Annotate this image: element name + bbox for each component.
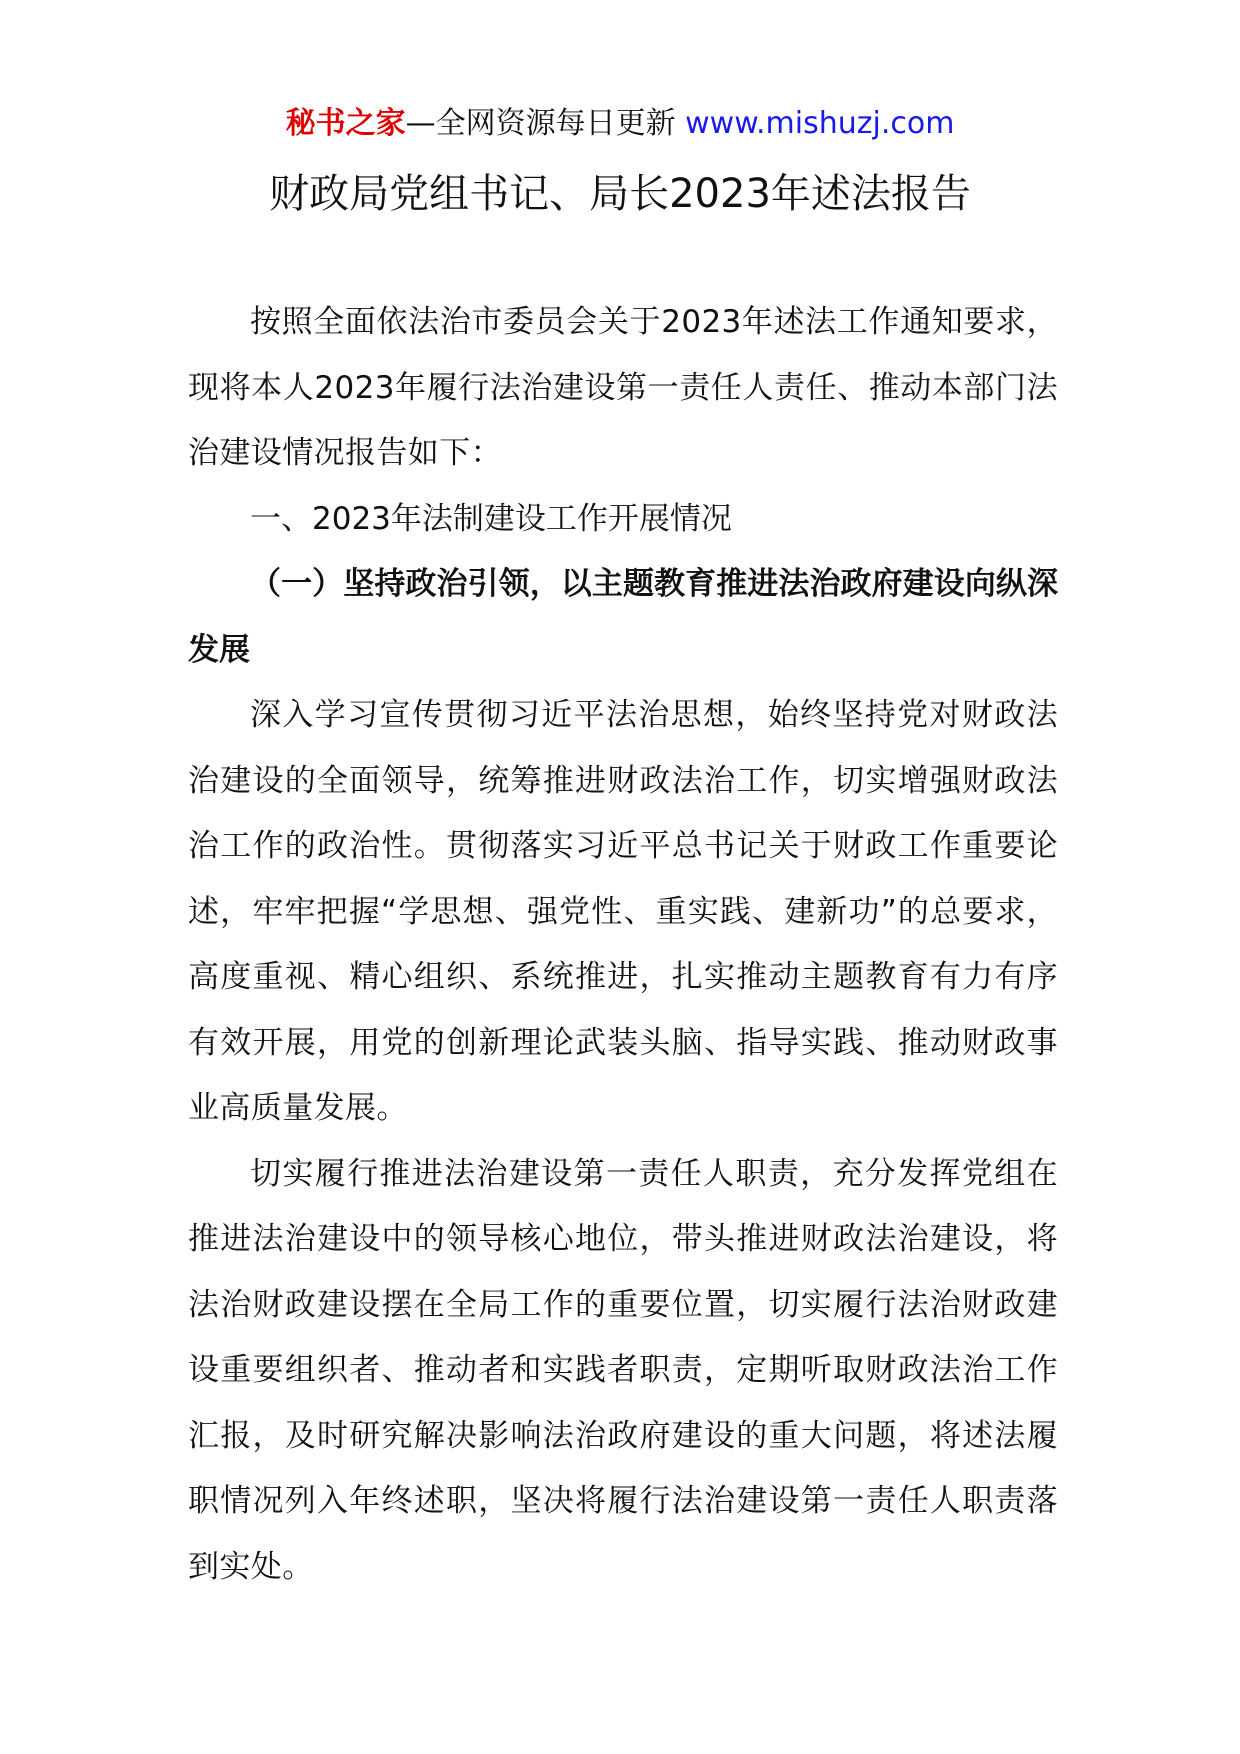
site-banner: [0, 104, 1240, 144]
body-paragraph-2: 切实履行推进法治建设第一责任人职责，充分发挥党组在推进法治建设中的领导核心地位，带头推进财政法治建设，将法治财政建设摆在全局工作的重要位置，切实履行法治财政建设重要组织者、推动者和实践者职责，定期听取财政法治工作汇报，及时研究解决影响法治政府建设的重大问题，将述法履职情况列入年终述职，坚决将履行法治建设第一责任人职责落到实处。: [188, 1155, 1058, 1585]
website-link[interactable]: www.mishuzj.com: [685, 106, 955, 141]
document-body: [188, 290, 1058, 1600]
subsection-heading: （一）坚持政治引领，以主题教育推进法治政府建设向纵深发展: [188, 566, 1058, 668]
document-title: 财政局党组书记、局长2023年述法报告: [269, 171, 971, 217]
section-heading: 一、2023年法制建设工作开展情况: [250, 500, 732, 537]
banner-tagline: —全网资源每日更新: [405, 106, 686, 141]
brand-name: 秘书之家: [285, 106, 406, 141]
body-paragraph-1: 深入学习宣传贯彻习近平法治思想，始终坚持党对财政法治建设的全面领导，统筹推进财政法治工作，切实增强财政法治工作的政治性。贯彻落实习近平总书记关于财政工作重要论述，牢牢把握“学思想、强党性、重实践、建新功”的总要求，高度重视、精心组织、系统推进，扎实推动主题教育有力有序有效开展，用党的创新理论武装头脑、指导实践、推动财政事业高质量发展。: [188, 697, 1058, 1126]
intro-paragraph: 按照全面依法治市委员会关于2023年述法工作通知要求，现将本人2023年履行法治建设第一责任人责任、推动本部门法治建设情况报告如下：: [188, 304, 1058, 471]
